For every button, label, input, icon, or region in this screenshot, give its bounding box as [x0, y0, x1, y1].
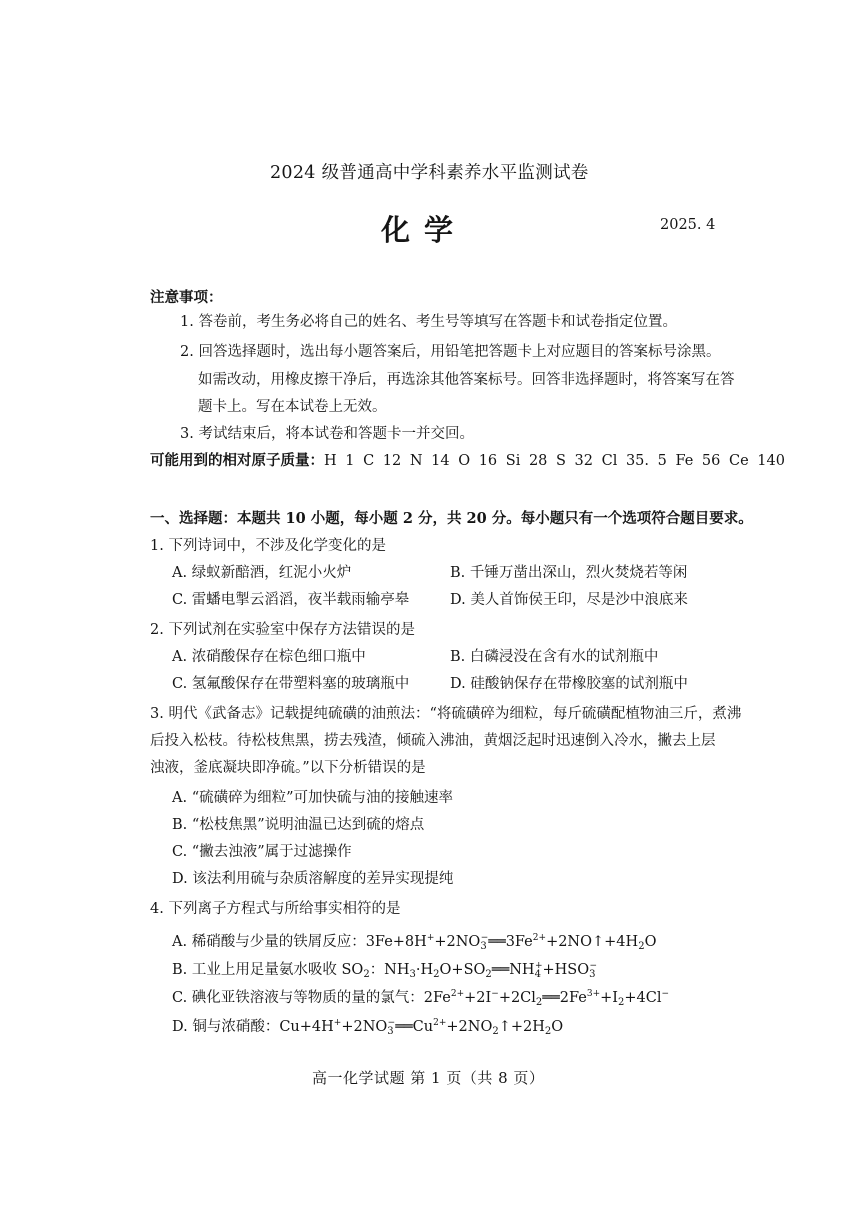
- subject-title: 化学: [381, 213, 468, 247]
- question-4-option-d: D. 铜与浓硝酸：$Cu+4H^++2NO_3^-══Cu^{2+}+2NO_2↑+2H_2O$: [172, 1018, 564, 1037]
- question-4-option-c: C. 碘化亚铁溶液与等物质的量的氯气：$2Fe^{2+}+2I^-+2Cl_2══2Fe^{3+}+I_2+4Cl^-$: [172, 989, 670, 1008]
- notice-item-2-line-1: 2. 回答选择题时，选出每小题答案后，用铅笔把答题卡上对应题目的答案标号涂黑。: [180, 344, 721, 360]
- question-3-stem-line-3: 浊液，釜底凝块即净硫。”以下分析错误的是: [150, 760, 426, 776]
- notice-heading: 注意事项：: [150, 289, 223, 306]
- notice-item-2-line-3: 题卡上。写在本试卷上无效。: [198, 399, 387, 415]
- question-3-option-b: B. “松枝焦黑”说明油温已达到硫的熔点: [172, 817, 425, 833]
- atomic-masses: [150, 451, 785, 471]
- question-1-option-b: B. 千锤万凿出深山，烈火焚烧若等闲: [450, 565, 688, 581]
- section-heading: 一、选择题：本题共 10 小题，每小题 2 分，共 20 分。每小题只有一个选项符合题目要求。: [150, 510, 753, 527]
- question-1-option-c: C. 雷蟠电掣云滔滔，夜半载雨输亭皋: [172, 592, 410, 608]
- question-2-option-d: D. 硅酸钠保存在带橡胶塞的试剂瓶中: [450, 676, 688, 692]
- atomic-masses-label: 可能用到的相对原子质量：: [150, 452, 324, 469]
- question-2-option-b: B. 白磷浸没在含有水的试剂瓶中: [450, 649, 659, 665]
- question-3-option-a: A. “硫磺碎为细粒”可加快硫与油的接触速率: [172, 790, 454, 806]
- question-1-stem: 1. 下列诗词中，不涉及化学变化的是: [150, 538, 386, 554]
- notice-item-1: 1. 答卷前，考生务必将自己的姓名、考生号等填写在答题卡和试卷指定位置。: [180, 314, 677, 330]
- notice-item-3: 3. 考试结束后，将本试卷和答题卡一并交回。: [180, 426, 474, 442]
- question-1-option-d: D. 美人首饰侯王印，尽是沙中浪底来: [450, 592, 688, 608]
- question-2-option-a: A. 浓硝酸保存在棕色细口瓶中: [172, 649, 366, 665]
- question-4-option-a: A. 稀硝酸与少量的铁屑反应：$3Fe+8H^++2NO_3^-══3Fe^{2+}+2NO↑+4H_2O$: [172, 933, 657, 952]
- question-4-option-b: B. 工业上用足量氨水吸收 $SO_2$：$NH_3\cdot H_2O+SO_2══NH_4^++HSO_3^-$: [172, 961, 598, 980]
- question-1-option-a: A. 绿蚁新醅酒，红泥小火炉: [172, 565, 352, 581]
- question-3-option-d: D. 该法利用硫与杂质溶解度的差异实现提纯: [172, 871, 454, 887]
- question-2-option-c: C. 氢氟酸保存在带塑料塞的玻璃瓶中: [172, 676, 410, 692]
- question-2-stem: 2. 下列试剂在实验室中保存方法错误的是: [150, 622, 415, 638]
- question-4-stem: 4. 下列离子方程式与所给事实相符的是: [150, 901, 401, 917]
- page-footer: 高一化学试题 第 1 页（共 8 页）: [312, 1069, 545, 1087]
- notice-item-2-line-2: 如需改动，用橡皮擦干净后，再选涂其他答案标号。回答非选择题时，将答案写在答: [198, 372, 735, 388]
- exam-date: 2025. 4: [660, 217, 716, 233]
- question-3-stem-line-2: 后投入松枝。待松枝焦黑，捞去残渣，倾硫入沸油，黄烟泛起时迅速倒入冷水，撇去上层: [150, 733, 716, 749]
- question-3-stem-line-1: 3. 明代《武备志》记载提纯硫磺的油煎法：“将硫磺碎为细粒，每斤硫磺配植物油三斤，煮沸: [150, 706, 742, 722]
- atomic-masses-values: H 1 C 12 N 14 O 16 Si 28 S 32 Cl 35. 5 Fe 56 Ce 140: [324, 453, 785, 469]
- exam-title: 2024 级普通高中学科素养水平监测试卷: [270, 163, 589, 183]
- question-3-option-c: C. “撇去浊液”属于过滤操作: [172, 844, 352, 860]
